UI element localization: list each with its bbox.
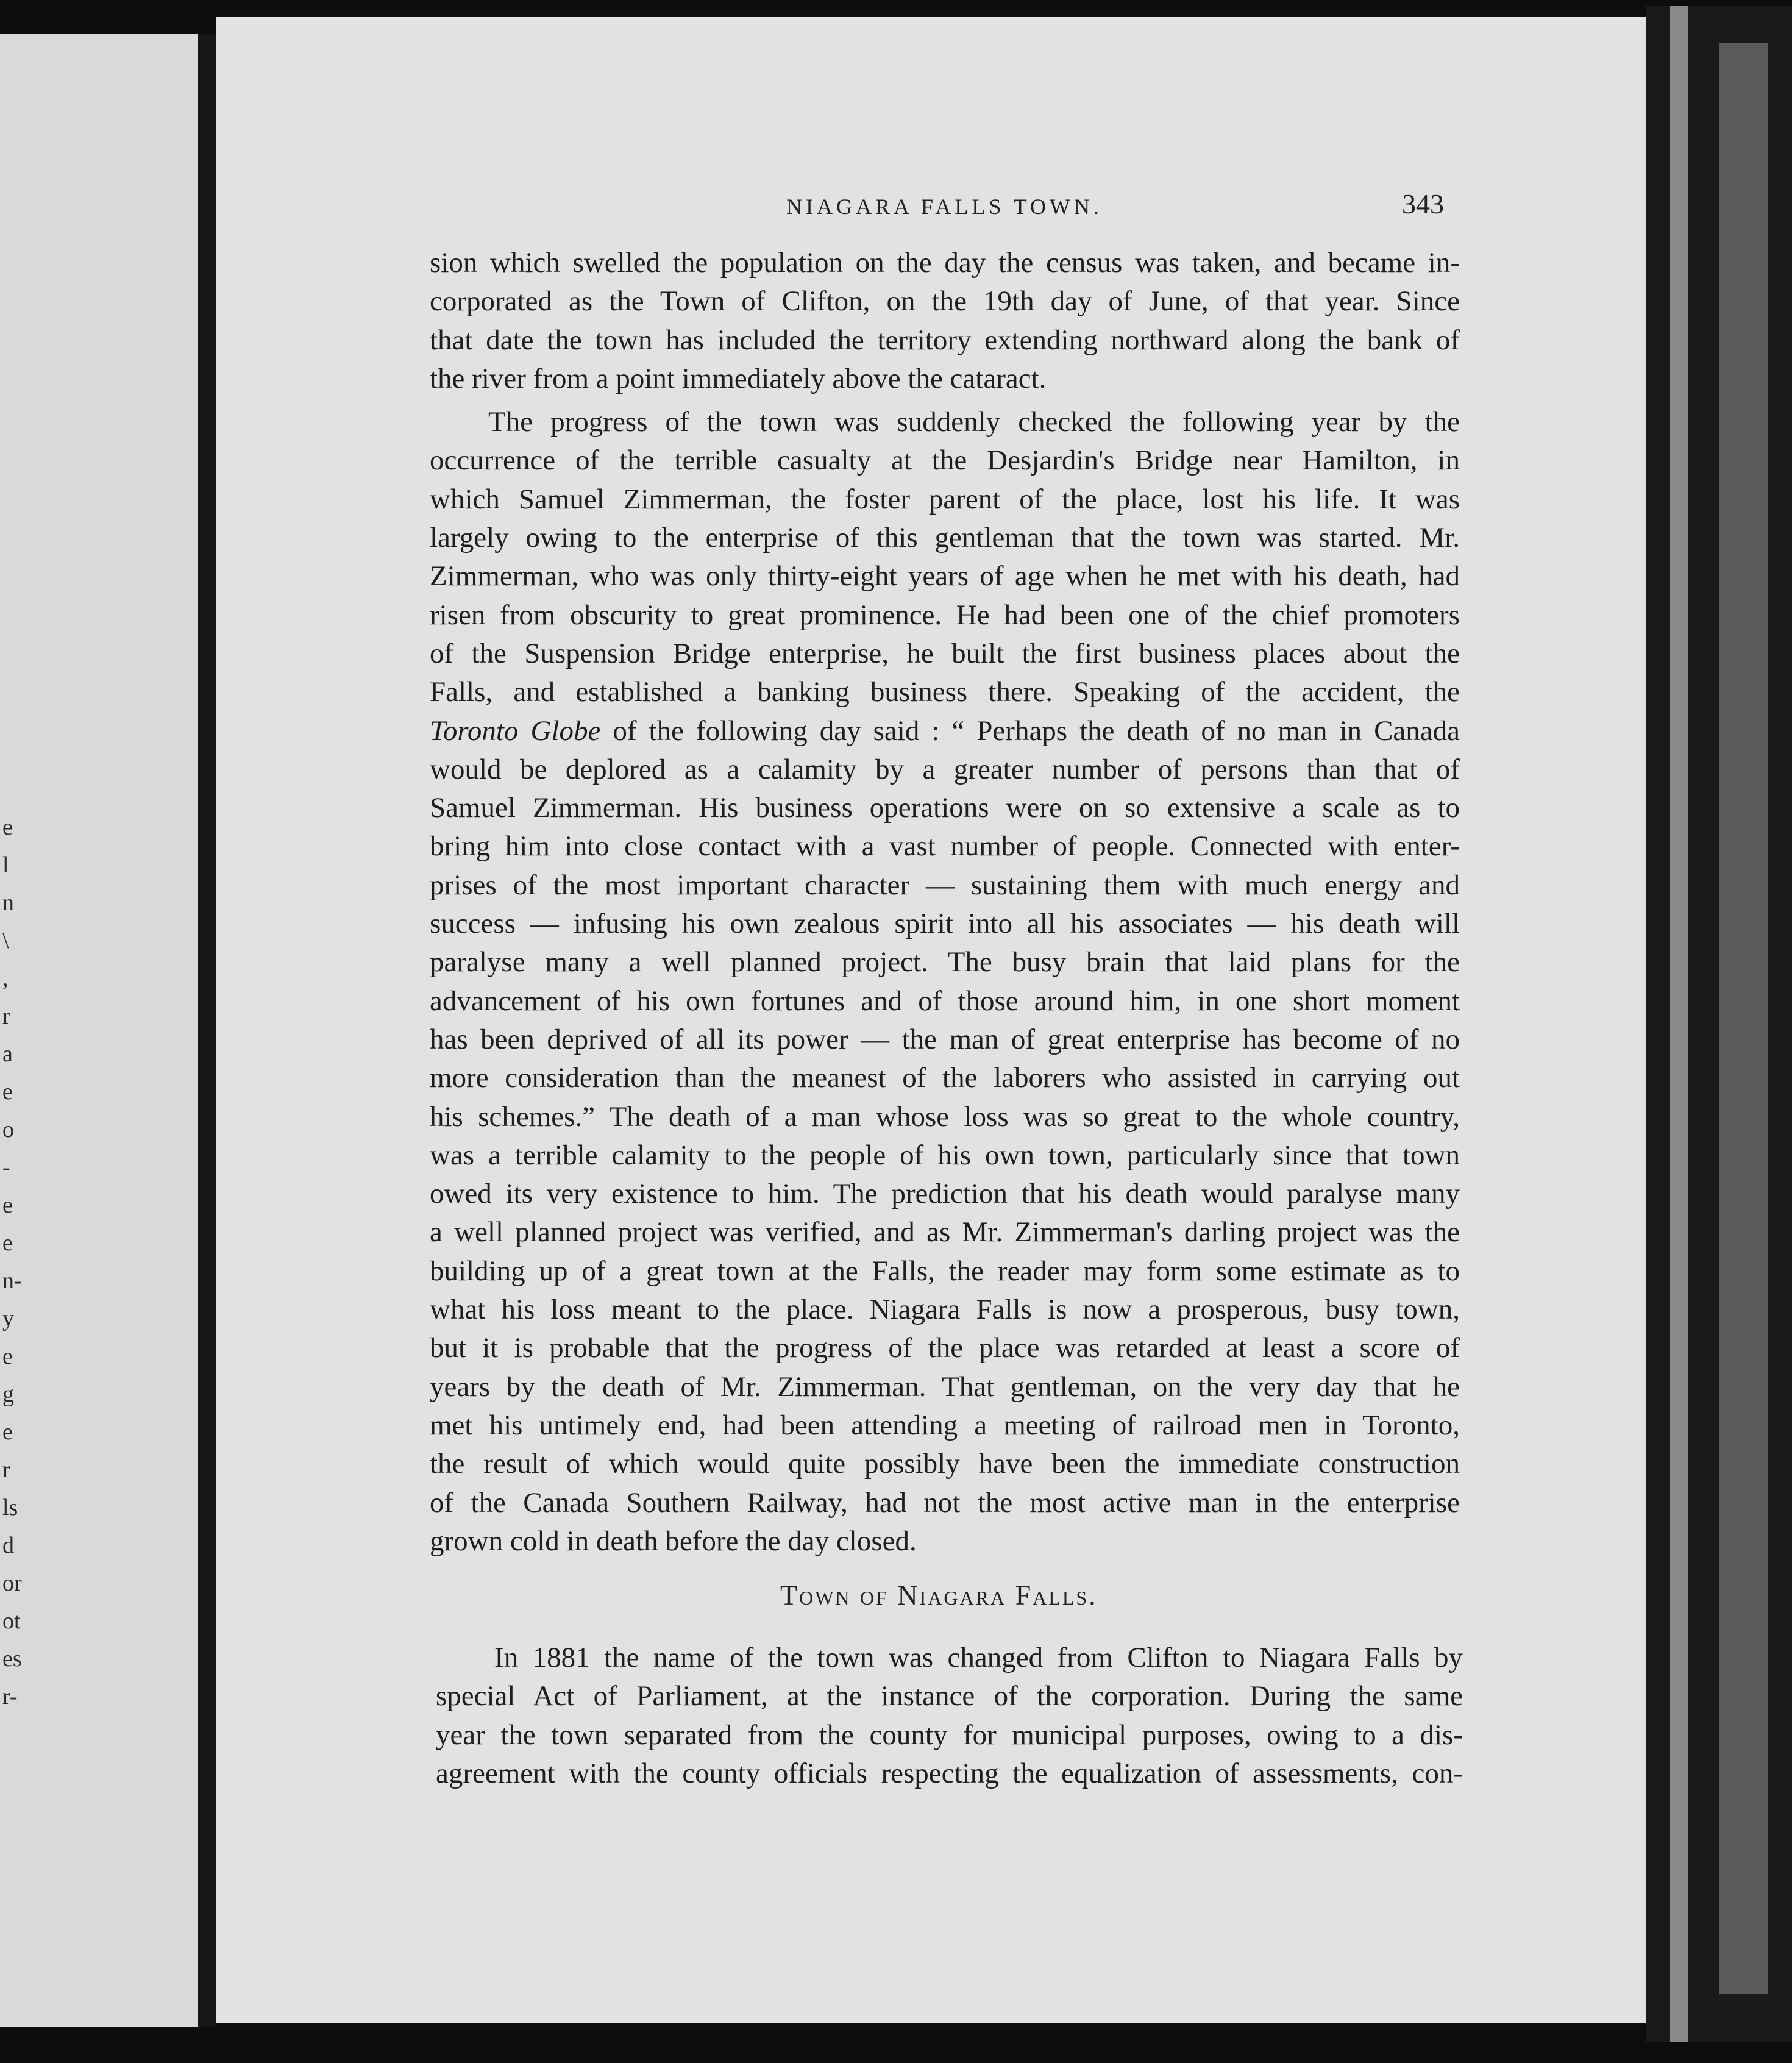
text-line: year the town separated from the county for municipal purposes, owing to a dis-	[436, 1719, 1463, 1751]
margin-fragment: -	[2, 1155, 10, 1180]
margin-fragment: es	[2, 1646, 22, 1672]
text-line: agreement with the county officials respecting the equalization of assessments, con-	[436, 1757, 1463, 1789]
text-line: largely owing to the enterprise of this gentleman that the town was started. Mr.	[430, 522, 1460, 554]
page-number: 343	[1402, 188, 1444, 219]
margin-fragment: n	[2, 890, 14, 916]
text-line: years by the death of Mr. Zimmerman. That gentleman, on the very day that he	[430, 1370, 1460, 1403]
margin-fragment: y	[2, 1306, 14, 1331]
text-line: grown cold in death before the day closed.	[430, 1525, 917, 1557]
text-line: Toronto Globe of the following day said : “ Perhaps the death of no man in Canada	[430, 714, 1460, 747]
text-line: Zimmerman, who was only thirty-eight years of age when he met with his death, had	[430, 560, 1460, 593]
margin-fragment: r-	[2, 1684, 18, 1709]
paragraph-3	[436, 1639, 1463, 1793]
cover-edge-strip	[1719, 43, 1768, 1994]
margin-fragment: r	[2, 1457, 10, 1483]
text-line: the river from a point immediately above the cataract.	[430, 362, 1047, 394]
margin-fragment: e	[2, 1230, 13, 1256]
text-line: was a terrible calamity to the people of his own town, particularly since that town	[430, 1139, 1460, 1171]
page-edge-strip	[1670, 6, 1688, 2042]
margin-fragment: l	[2, 852, 9, 878]
text-line: of the Suspension Bridge enterprise, he built the first business places about the	[430, 637, 1460, 669]
margin-fragment: g	[2, 1381, 14, 1407]
margin-fragment: n-	[2, 1268, 22, 1294]
text-line: what his loss meant to the place. Niagara Falls is now a prosperous, busy town,	[430, 1294, 1460, 1326]
text-line: more consideration than the meanest of the laborers who assisted in carrying out	[430, 1062, 1460, 1094]
section-heading: Town of Niagara Falls.	[780, 1580, 1098, 1611]
text-line: Falls, and established a banking business there. Speaking of the accident, the	[430, 676, 1460, 708]
text-line: bring him into close contact with a vast number of people. Connected with enter-	[430, 830, 1460, 863]
book-edge	[1646, 6, 1792, 2042]
text-line: prises of the most important character — sustaining them with much energy and	[430, 869, 1460, 901]
margin-fragment: e	[2, 1419, 13, 1445]
text-line: success — infusing his own zealous spirit into all his associates — his death will	[430, 908, 1460, 940]
text-line: sion which swelled the population on the day the census was taken, and became in-	[430, 247, 1460, 279]
margin-fragment: d	[2, 1533, 14, 1558]
facing-page-margin-text	[0, 814, 37, 1728]
margin-fragment: r	[2, 1003, 10, 1029]
text-line: that date the town has included the territory extending northward along the bank of	[430, 324, 1460, 356]
margin-fragment: \	[2, 928, 9, 953]
margin-fragment: e	[2, 1344, 13, 1369]
text-line: paralyse many a well planned project. The busy brain that laid plans for the	[430, 946, 1460, 978]
body-text	[430, 244, 1460, 1561]
text-line: The progress of the town was suddenly checked the following year by the	[488, 406, 1460, 438]
margin-fragment: ot	[2, 1608, 21, 1634]
text-line: met his untimely end, had been attending a meeting of railroad men in Toronto,	[430, 1409, 1460, 1441]
book-gutter	[198, 34, 216, 2027]
text-line: advancement of his own fortunes and of those around him, in one short moment	[430, 985, 1460, 1017]
margin-fragment: or	[2, 1570, 22, 1596]
newspaper-title: Toronto Globe	[430, 714, 601, 747]
margin-fragment: ls	[2, 1495, 18, 1520]
text-line: occurrence of the terrible casualty at the Desjardin's Bridge near Hamilton, in	[430, 444, 1460, 477]
text-line: special Act of Parliament, at the instance of the corporation. During the same	[436, 1680, 1463, 1712]
text-line: building up of a great town at the Falls, the reader may form some estimate as to	[430, 1255, 1460, 1287]
margin-fragment: a	[2, 1041, 13, 1067]
margin-fragment: ,	[2, 966, 9, 991]
text-line: but it is probable that the progress of the place was retarded at least a score of	[430, 1332, 1460, 1364]
text-line: In 1881 the name of the town was changed from Clifton to Niagara Falls by	[494, 1642, 1463, 1673]
text-line: which Samuel Zimmerman, the foster parent of the place, lost his life. It was	[430, 483, 1460, 515]
text-line: would be deplored as a calamity by a greater number of persons than that of	[430, 753, 1460, 785]
running-head: NIAGARA FALLS TOWN.	[786, 194, 1103, 219]
text-line: a well planned project was verified, and as Mr. Zimmerman's darling project was the	[430, 1216, 1460, 1249]
text-line: owed its very existence to him. The prediction that his death would paralyse many	[430, 1178, 1460, 1210]
text-line: the result of which would quite possibly have been the immediate construction	[430, 1448, 1460, 1480]
text-line: of the Canada Southern Railway, had not the most active man in the enterprise	[430, 1486, 1460, 1519]
text-line: his schemes.” The death of a man whose loss was so great to the whole country,	[430, 1100, 1460, 1133]
text-line: Samuel Zimmerman. His business operations were on so extensive a scale as to	[430, 792, 1460, 824]
margin-fragment: e	[2, 1079, 13, 1105]
margin-fragment: o	[2, 1117, 14, 1142]
margin-fragment: e	[2, 1192, 13, 1218]
text-line: risen from obscurity to great prominence. He had been one of the chief promoters	[430, 599, 1460, 631]
paragraph-2	[430, 403, 1460, 1561]
text-line: corporated as the Town of Clifton, on the 19th day of June, of that year. Since	[430, 285, 1460, 318]
margin-fragment: e	[2, 814, 13, 840]
paragraph-1	[430, 244, 1460, 398]
text-line: has been deprived of all its power — the man of great enterprise has become of no	[430, 1023, 1460, 1055]
facing-page	[0, 34, 210, 2027]
